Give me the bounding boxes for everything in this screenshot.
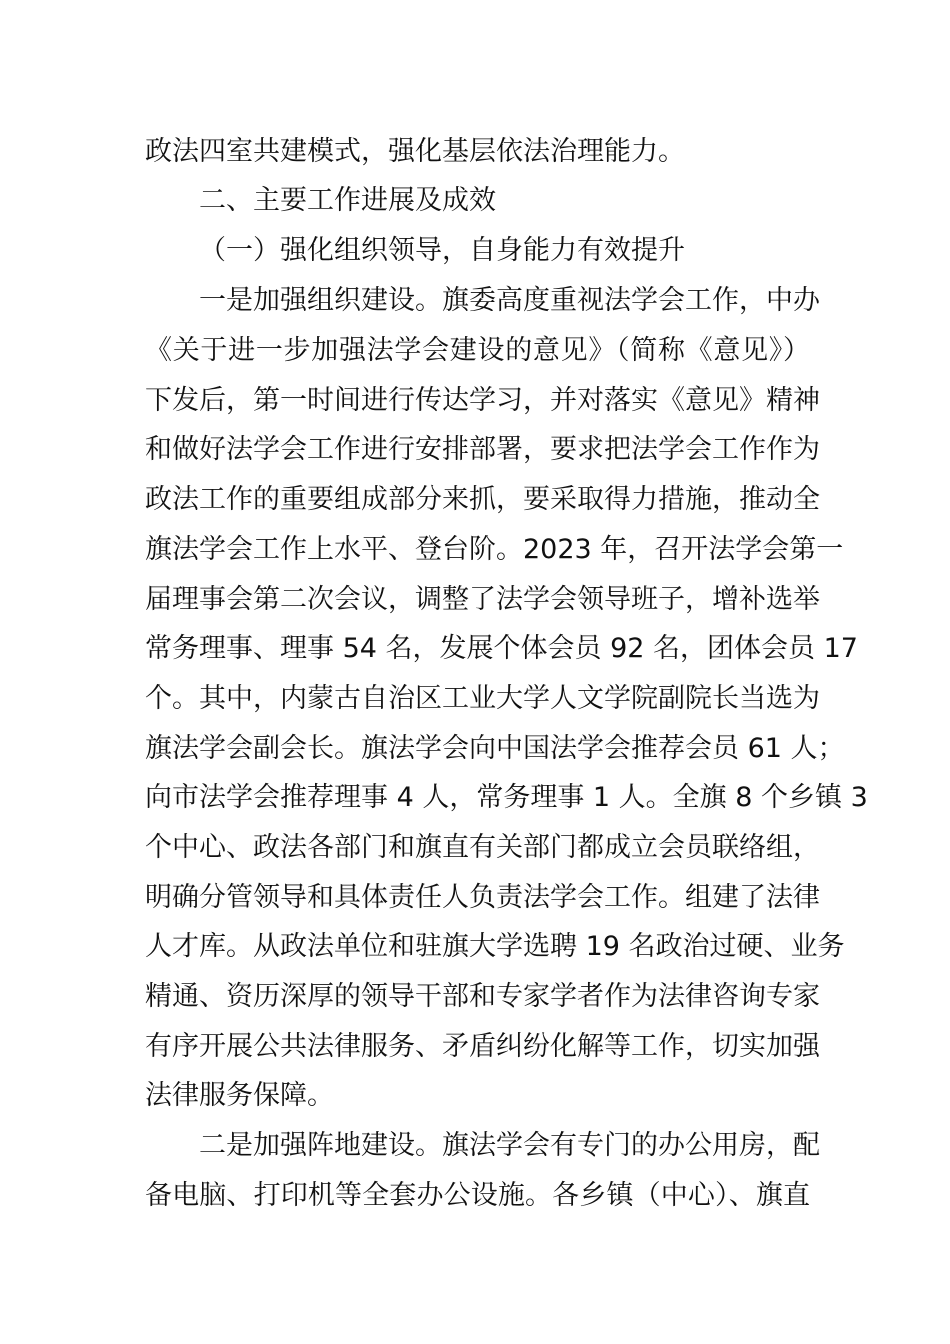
text-line: 个中心、政法各部门和旗直有关部门都成立会员联络组， (145, 832, 820, 863)
text-line: 有序开展公共法律服务、矛盾纠纷化解等工作，切实加强 (145, 1031, 820, 1062)
text-line: 《关于进一步加强法学会建设的意见》（简称《意见》） (145, 335, 810, 366)
text-line: 人才库。从政法单位和驻旗大学选聘 19 名政治过硬、业务 (145, 931, 845, 962)
text-line: 个。其中，内蒙古自治区工业大学人文学院副院长当选为 (145, 683, 820, 714)
text-line: 下发后，第一时间进行传达学习，并对落实《意见》精神 (145, 385, 820, 416)
text-line: 和做好法学会工作进行安排部署，要求把法学会工作作为 (145, 434, 820, 465)
subsection-heading: （一）强化组织领导，自身能力有效提升 (199, 235, 685, 266)
text-line: 精通、资历深厚的领导干部和专家学者作为法律咨询专家 (145, 981, 820, 1012)
text-line: 届理事会第二次会议，调整了法学会领导班子，增补选举 (145, 584, 820, 615)
text-line: 旗法学会工作上水平、登台阶。2023 年，召开法学会第一 (145, 534, 844, 565)
text-line: 法律服务保障。 (145, 1080, 334, 1111)
text-line: 旗法学会副会长。旗法学会向中国法学会推荐会员 61 人； (145, 733, 845, 764)
section-heading: 二、主要工作进展及成效 (199, 185, 496, 216)
paragraph-first-line: 一是加强组织建设。旗委高度重视法学会工作，中办 (199, 285, 820, 316)
text-line: 政法工作的重要组成部分来抓，要采取得力措施，推动全 (145, 484, 820, 515)
text-line: 政法四室共建模式，强化基层依法治理能力。 (145, 136, 685, 167)
text-line: 明确分管领导和具体责任人负责法学会工作。组建了法律 (145, 882, 820, 913)
text-line: 向市法学会推荐理事 4 人，常务理事 1 人。全旗 8 个乡镇 3 (145, 782, 868, 813)
text-line: 常务理事、理事 54 名，发展个体会员 92 名，团体会员 17 (145, 633, 858, 664)
text-line: 备电脑、打印机等全套办公设施。各乡镇（中心）、旗直 (145, 1180, 810, 1211)
paragraph-first-line: 二是加强阵地建设。旗法学会有专门的办公用房，配 (199, 1130, 820, 1161)
